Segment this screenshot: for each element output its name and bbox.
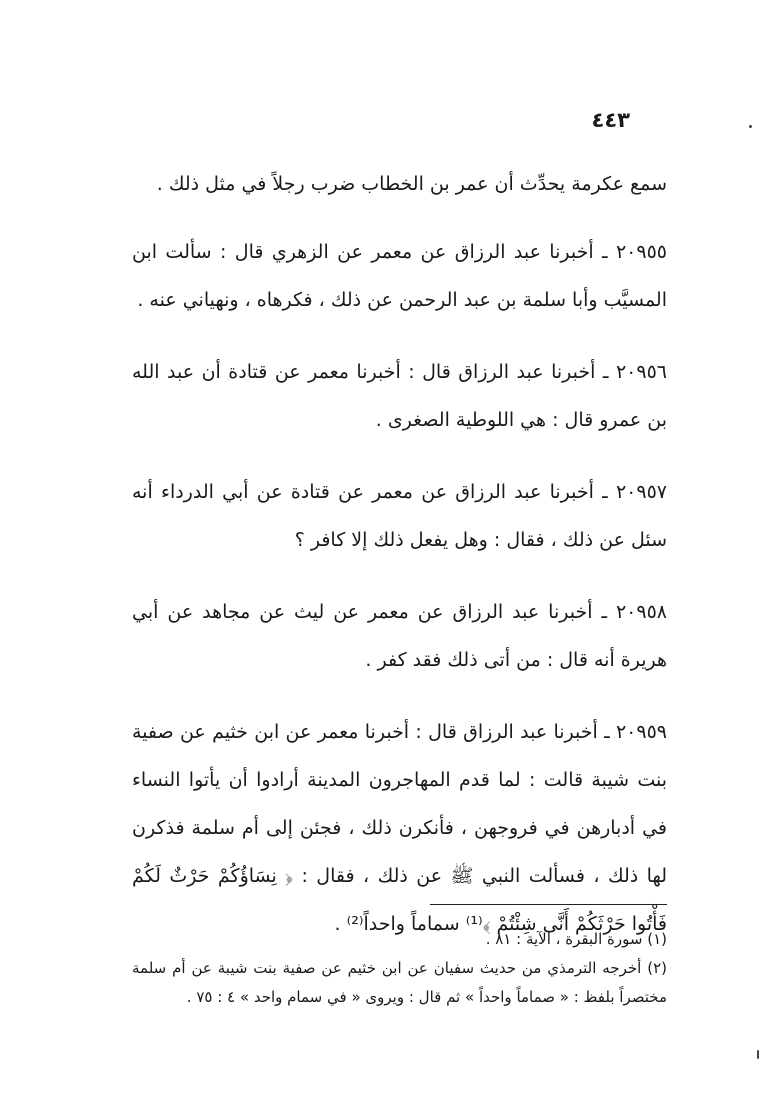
- footnotes: [132, 925, 667, 1012]
- hadith-20956: ٢٠٩٥٦ ـ أخبرنا عبد الرزاق قال : أخبرنا معمر عن قتادة أن عبد الله بن عمرو قال : هي اللوطية الصغرى .: [132, 361, 667, 431]
- hadith-20957: ٢٠٩٥٧ ـ أخبرنا عبد الرزاق عن معمر عن قتادة عن أبي الدرداء أنه سئل عن ذلك ، فقال : وهل يفعل ذلك إلا كافر ؟: [132, 481, 667, 551]
- paragraph-continuation: سمع عكرمة يحدِّث أن عمر بن الخطاب ضرب رجلاً في مثل ذلك .: [156, 173, 667, 195]
- footnote-divider: [430, 904, 667, 905]
- scan-speck: [749, 125, 752, 128]
- hadith-20958: ٢٠٩٥٨ ـ أخبرنا عبد الرزاق عن معمر عن ليث عن مجاهد عن أبي هريرة أنه قال : من أتى ذلك فقد كفر .: [132, 601, 667, 671]
- footnote-2: (٢) أخرجه الترمذي من حديث سفيان عن ابن خثيم عن صفية بنت شيبة عن أم سلمة مختصراً بلفظ : « صماماً واحداً » ثم قال : ويروى « في سمام واحد » ٤ : ٧٥ .: [132, 959, 667, 1006]
- page-number: ٤٤٣: [591, 108, 630, 132]
- scan-speck: [757, 1050, 759, 1059]
- hadith-20959: ٢٠٩٥٩ ـ أخبرنا عبد الرزاق قال : أخبرنا معمر عن ابن خثيم عن صفية بنت شيبة قالت : لما قدم المهاجرون المدينة أرادوا أن يأتوا النساء في أدبارهن في فروجهن ، فأنكرن ذلك ، فجئن إلى أم سلمة فذكرن لها ذلك ، فسألت النبي ﷺ عن ذلك ، فقال : ﴿ نِسَاؤُكُمْ حَرْثٌ لَكُمْ فَأْتُوا حَرْثَكُمْ أَنَّى شِئْتُمْ ﴾⁽¹⁾ سماماً واحداً⁽²⁾ .: [132, 721, 667, 935]
- footnote-1: (١) سورة البقرة ، الآية : ٨١ .: [485, 930, 667, 948]
- hadith-20955: ٢٠٩٥٥ ـ أخبرنا عبد الرزاق عن معمر عن الزهري قال : سألت ابن المسيَّب وأبا سلمة بن عبد الرحمن عن ذلك ، فكرهاه ، ونهياني عنه .: [132, 241, 667, 311]
- body-text: [132, 160, 667, 972]
